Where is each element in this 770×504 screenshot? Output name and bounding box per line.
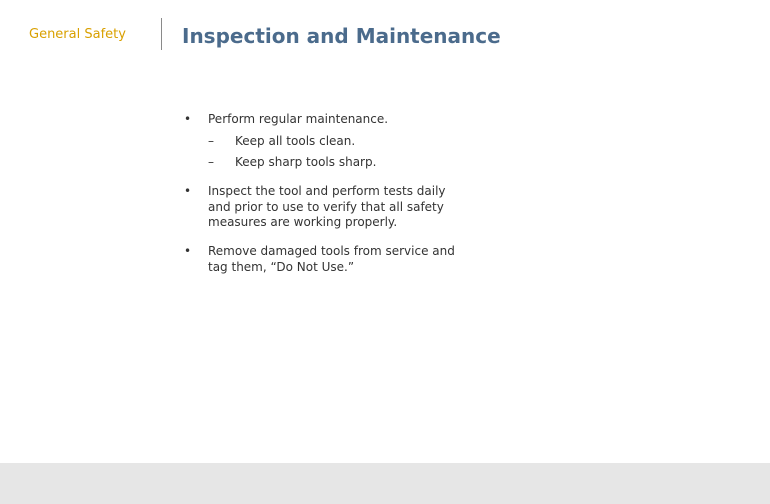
sub-bullet-marker: – <box>208 134 214 148</box>
bullet-item: Perform regular maintenance. <box>208 112 389 126</box>
bullet-marker: • <box>184 112 192 126</box>
section-label: General Safety <box>29 27 126 42</box>
slide-title: Inspection and Maintenance <box>182 24 501 48</box>
bullet-item: Inspect the tool and perform tests daily and prior to use to verify that all safety measures are working properly. <box>208 184 446 229</box>
sub-bullet-item: Keep all tools clean. <box>235 134 356 148</box>
bullet-marker: • <box>184 184 192 198</box>
sub-bullet-marker: – <box>208 155 214 169</box>
sub-bullet-item: Keep sharp tools sharp. <box>235 155 377 169</box>
bullet-item: Remove damaged tools from service and tag them, “Do Not Use.” <box>208 244 455 274</box>
footer-bar <box>0 463 770 504</box>
bullet-marker: • <box>184 244 192 258</box>
